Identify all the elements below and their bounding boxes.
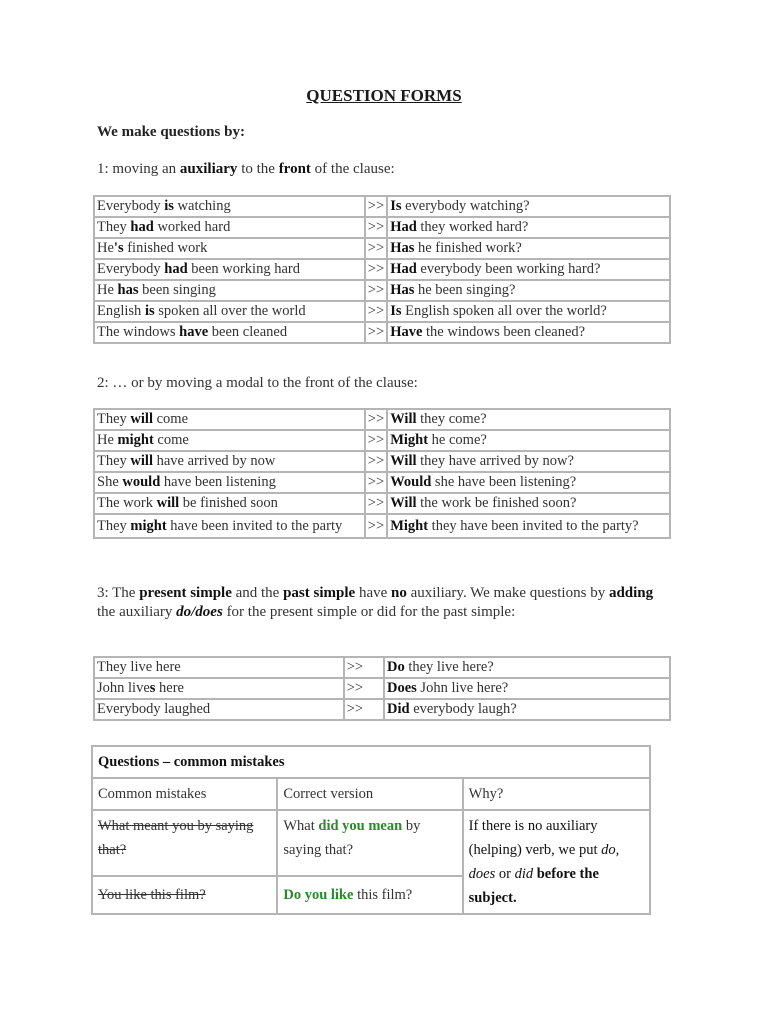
col-why: Why? bbox=[463, 778, 650, 810]
arrow-cell: >> bbox=[365, 259, 387, 280]
arrow-cell: >> bbox=[365, 238, 387, 259]
why-explanation: If there is no auxiliary (helping) verb, we put do, does or did before the subject. bbox=[463, 810, 650, 914]
statement-cell: The windows have been cleaned bbox=[94, 322, 365, 343]
arrow-cell: >> bbox=[344, 657, 384, 678]
intro-text: We make questions by: bbox=[97, 124, 245, 140]
table-row bbox=[94, 493, 670, 514]
question-cell: Is everybody watching? bbox=[387, 196, 670, 217]
statement-cell: She would have been listening bbox=[94, 472, 365, 493]
arrow-cell: >> bbox=[344, 678, 384, 699]
table-row bbox=[94, 699, 670, 720]
arrow-cell: >> bbox=[365, 514, 387, 538]
statement-cell: The work will be finished soon bbox=[94, 493, 365, 514]
section2-heading: 2: … or by moving a modal to the front of the clause: bbox=[97, 375, 418, 391]
common-mistakes-table bbox=[91, 745, 651, 915]
question-cell: Will the work be finished soon? bbox=[387, 493, 670, 514]
table-row bbox=[94, 322, 670, 343]
table-row bbox=[94, 472, 670, 493]
question-cell: Has he been singing? bbox=[387, 280, 670, 301]
question-cell: Will they have arrived by now? bbox=[387, 451, 670, 472]
arrow-cell: >> bbox=[365, 217, 387, 238]
page-title: QUESTION FORMS bbox=[306, 86, 462, 105]
question-cell: Did everybody laugh? bbox=[384, 699, 670, 720]
statement-cell: Everybody had been working hard bbox=[94, 259, 365, 280]
arrow-cell: >> bbox=[365, 301, 387, 322]
table-row bbox=[94, 238, 670, 259]
arrow-cell: >> bbox=[365, 430, 387, 451]
modal-table bbox=[93, 408, 671, 539]
question-cell: Would she have been listening? bbox=[387, 472, 670, 493]
statement-cell: They had worked hard bbox=[94, 217, 365, 238]
question-cell: Might he come? bbox=[387, 430, 670, 451]
statement-cell: He's finished work bbox=[94, 238, 365, 259]
table-row bbox=[94, 280, 670, 301]
statement-cell: They will have arrived by now bbox=[94, 451, 365, 472]
table-row bbox=[94, 259, 670, 280]
table-row bbox=[94, 514, 670, 538]
statement-cell: Everybody is watching bbox=[94, 196, 365, 217]
table-row bbox=[94, 430, 670, 451]
statement-cell: John lives here bbox=[94, 678, 344, 699]
question-cell: Does John live here? bbox=[384, 678, 670, 699]
arrow-cell: >> bbox=[365, 493, 387, 514]
statement-cell: Everybody laughed bbox=[94, 699, 344, 720]
statement-cell: He might come bbox=[94, 430, 365, 451]
statement-cell: English is spoken all over the world bbox=[94, 301, 365, 322]
col-correct-version: Correct version bbox=[277, 778, 462, 810]
question-cell: Will they come? bbox=[387, 409, 670, 430]
arrow-cell: >> bbox=[365, 472, 387, 493]
section3-heading: 3: The present simple and the past simple have no auxiliary. We make questions by adding the auxiliary do/does for the present simple or did for the past simple: bbox=[97, 585, 654, 620]
wrong-example-1: What meant you by saying that? bbox=[92, 810, 277, 876]
auxiliary-table bbox=[93, 195, 671, 344]
arrow-cell: >> bbox=[344, 699, 384, 720]
statement-cell: They might have been invited to the party bbox=[94, 514, 365, 538]
do-does-table bbox=[93, 656, 671, 721]
question-cell: Is English spoken all over the world? bbox=[387, 301, 670, 322]
arrow-cell: >> bbox=[365, 280, 387, 301]
arrow-cell: >> bbox=[365, 451, 387, 472]
table-row bbox=[94, 409, 670, 430]
table-row bbox=[94, 196, 670, 217]
correct-example-2: Do you like this film? bbox=[277, 876, 462, 914]
question-cell: Had they worked hard? bbox=[387, 217, 670, 238]
statement-cell: They will come bbox=[94, 409, 365, 430]
question-cell: Had everybody been working hard? bbox=[387, 259, 670, 280]
question-cell: Have the windows been cleaned? bbox=[387, 322, 670, 343]
question-cell: Might they have been invited to the party? bbox=[387, 514, 670, 538]
section1-heading: 1: moving an auxiliary to the front of the clause: bbox=[97, 161, 395, 177]
question-cell: Do they live here? bbox=[384, 657, 670, 678]
mistakes-title: Questions – common mistakes bbox=[92, 746, 650, 778]
arrow-cell: >> bbox=[365, 409, 387, 430]
col-common-mistakes: Common mistakes bbox=[92, 778, 277, 810]
wrong-example-2: You like this film? bbox=[92, 876, 277, 914]
arrow-cell: >> bbox=[365, 196, 387, 217]
table-row bbox=[94, 301, 670, 322]
correct-example-1: What did you mean by saying that? bbox=[277, 810, 462, 876]
table-row bbox=[94, 217, 670, 238]
statement-cell: He has been singing bbox=[94, 280, 365, 301]
statement-cell: They live here bbox=[94, 657, 344, 678]
question-cell: Has he finished work? bbox=[387, 238, 670, 259]
table-row bbox=[94, 451, 670, 472]
table-row bbox=[94, 657, 670, 678]
table-row bbox=[94, 678, 670, 699]
arrow-cell: >> bbox=[365, 322, 387, 343]
